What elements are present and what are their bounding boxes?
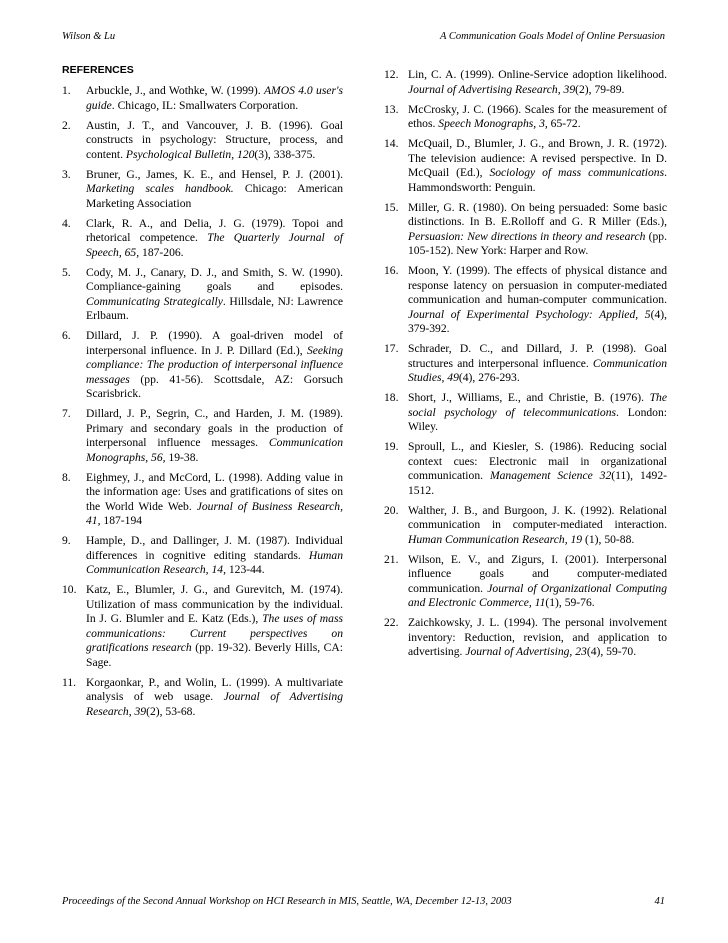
reference-text: (1), 59-76.: [545, 596, 595, 609]
reference-item: [384, 264, 667, 337]
reference-text: . London: Wiley.: [408, 405, 667, 433]
reference-source-title: Speech Monographs, 3,: [438, 117, 548, 130]
reference-source-title: Human Communication Research, 19: [408, 532, 583, 546]
reference-item: [62, 329, 343, 402]
reference-text: (pp. 41-56). Scottsdale, AZ: Gorsuch Scarisbrick.: [86, 372, 343, 400]
reference-text: Dillard, J. P. (1990). A goal-driven model of interpersonal influence. In J. P. Dillard (Ed.),: [86, 329, 343, 357]
reference-source-title: Psychological Bulletin, 120: [125, 147, 255, 161]
reference-number: 7.: [62, 407, 71, 420]
reference-number: 13.: [384, 102, 399, 116]
reference-text: Arbuckle, J., and Wothke, W. (1999).: [86, 84, 264, 97]
reference-source-title: Communication Studies, 49: [408, 356, 667, 384]
reference-source-title: The uses of mass communications: Current perspectives on gratifications research: [86, 612, 343, 654]
reference-item: [62, 119, 343, 163]
reference-item: [62, 266, 343, 324]
reference-text: Short, J., Williams, E., and Christie, B. (1976).: [408, 391, 650, 404]
reference-text: (2), 53-68.: [146, 704, 196, 718]
reference-text: (pp. 105-152). New York: Harper and Row.: [408, 229, 667, 257]
reference-text: (4), 276-293.: [458, 371, 520, 384]
reference-text: McCrosky, J. C. (1966). Scales for the measurement of ethos.: [408, 102, 667, 130]
reference-number: 17.: [384, 342, 399, 355]
reference-source-title: Human Communication Research, 14: [86, 548, 343, 576]
reference-number: 18.: [384, 391, 399, 404]
reference-item: [62, 471, 343, 529]
reference-source-title: Seeking compliance: The production of interpersonal influence messages: [86, 343, 343, 386]
reference-text: Sproull, L., and Kiesler, S. (1986). Reducing social context cues: Electronic mail in organizational communication.: [408, 440, 667, 482]
reference-number: 19.: [384, 440, 399, 453]
running-header-title: A Communication Goals Model of Online Persuasion: [440, 31, 665, 42]
reference-item: [62, 217, 343, 261]
reference-item: [62, 84, 343, 113]
reference-number: 1.: [62, 84, 71, 97]
references-column-left: [62, 84, 343, 725]
reference-number: 2.: [62, 118, 71, 132]
reference-number: 22.: [384, 616, 399, 629]
reference-item: [384, 103, 667, 132]
reference-item: [384, 553, 667, 611]
reference-source-title: AMOS 4.0 user's guide: [86, 84, 344, 112]
reference-item: [384, 616, 667, 660]
reference-source-title: Persuasion: New directions in theory and research: [408, 229, 646, 243]
reference-number: 3.: [62, 167, 71, 181]
reference-item: [62, 676, 343, 720]
reference-text: Korgaonkar, P., and Wolin, L. (1999). A multivariate analysis of web usage.: [86, 675, 343, 703]
reference-text: Eighmey, J., and McCord, L. (1998). Adding value in the information age: Uses and gratifications of sites on the World Wide Web.: [86, 470, 343, 513]
reference-text: Chicago: American Marketing Association: [86, 182, 343, 210]
running-header-authors: Wilson & Lu: [62, 31, 116, 42]
reference-text: Zaichkowsky, J. L. (1994). The personal involvement inventory: Reduction, revision, and application to advertising.: [408, 616, 667, 658]
reference-source-title: Communication Monographs, 56,: [86, 436, 343, 464]
reference-source-title: Sociology of mass communications: [489, 166, 665, 179]
reference-text: 187-206.: [139, 245, 184, 259]
reference-number: 4.: [62, 216, 71, 230]
reference-text: Katz, E., Blumler, J. G., and Gurevitch, M. (1974). Utilization of mass communication by the individual. In J. G. Blumler and E. Katz (Eds.),: [86, 583, 343, 625]
reference-text: Miller, G. R. (1980). On being persuaded: Some basic distinctions. In B. E.Rolloff and G. R Miller (Eds.),: [408, 200, 667, 228]
reference-text: Lin, C. A. (1999). Online-Service adoption likelihood.: [408, 68, 667, 81]
reference-source-title: Journal of Advertising, 23: [465, 645, 587, 658]
reference-text: Schrader, D. C., and Dillard, J. P. (1998). Goal structures and interpersonal influence.: [408, 342, 667, 370]
reference-text: (1), 50-88.: [582, 532, 635, 546]
footer-proceedings: Proceedings of the Second Annual Workshop on HCI Research in MIS, Seattle, WA, December 12-13, 2003: [62, 896, 512, 907]
reference-text: 65-72.: [547, 117, 581, 130]
reference-number: 21.: [384, 552, 399, 566]
reference-number: 9.: [62, 534, 71, 547]
reference-text: (11), 1492-1512.: [408, 469, 667, 497]
reference-source-title: Journal of Business Research, 41,: [86, 499, 343, 527]
reference-text: Walther, J. B., and Burgoon, J. K. (1992). Relational communication in computer-mediated interaction.: [408, 503, 667, 531]
reference-text: Cody, M. J., Canary, D. J., and Smith, S. W. (1990). Compliance-gaining goals and episodes.: [86, 265, 343, 293]
reference-item: [384, 440, 667, 498]
reference-item: [62, 407, 343, 465]
reference-text: Hample, D., and Dallinger, J. M. (1987). Individual differences in cognitive editing standards.: [86, 534, 343, 562]
reference-text: Clark, R. A., and Delia, J. G. (1979). Topoi and rhetorical competence.: [86, 216, 343, 244]
reference-number: 15.: [384, 200, 399, 214]
reference-text: . Hammondsworth: Penguin.: [408, 166, 667, 194]
reference-text: Austin, J. T., and Vancouver, J. B. (1996). Goal constructs in psychology: Structure, process, and content.: [86, 118, 343, 161]
reference-item: [384, 137, 667, 195]
reference-number: 5.: [62, 265, 71, 279]
reference-number: 14.: [384, 137, 399, 150]
reference-source-title: The social psychology of telecommunications: [408, 391, 667, 419]
reference-text: 19-38.: [165, 450, 199, 464]
reference-text: Bruner, G., James, K. E., and Hensel, P. J. (2001).: [86, 167, 343, 181]
reference-number: 6.: [62, 329, 71, 342]
reference-text: (pp. 19-32). Beverly Hills, CA: Sage.: [86, 641, 343, 669]
reference-item: [384, 504, 667, 548]
reference-source-title: Marketing scales handbook.: [86, 182, 234, 195]
references-heading: REFERENCES: [62, 64, 134, 76]
references-column-right: [384, 68, 667, 665]
reference-text: . Chicago, IL: Smallwaters Corporation.: [111, 98, 299, 112]
reference-item: [384, 391, 667, 435]
reference-item: [384, 342, 667, 386]
reference-number: 8.: [62, 470, 71, 484]
reference-number: 20.: [384, 503, 399, 517]
reference-text: , 123-44.: [223, 563, 265, 576]
reference-number: 10.: [62, 583, 77, 596]
reference-source-title: Management Science 32: [489, 469, 612, 482]
reference-source-title: Journal of Organizational Computing and Electronic Commerce, 11: [408, 581, 668, 609]
reference-number: 16.: [384, 264, 399, 277]
reference-text: (4), 59-70.: [586, 645, 637, 658]
reference-text: McQuail, D., Blumler, J. G., and Brown, J. R. (1972). The television audience: A revised perspective. In D. McQuail (Ed.),: [408, 137, 667, 179]
reference-number: 12.: [384, 68, 399, 81]
reference-text: (4), 379-392.: [408, 307, 667, 335]
reference-text: Wilson, E. V., and Zigurs, I. (2001). Interpersonal influence goals and computer-mediated communication.: [408, 552, 667, 595]
reference-number: 11.: [62, 675, 77, 689]
reference-item: [62, 583, 343, 670]
reference-text: Moon, Y. (1999). The effects of physical distance and response latency on persuasion in computer-mediated communication and human-computer communication.: [408, 264, 667, 306]
reference-item: [384, 68, 667, 97]
reference-item: [62, 534, 343, 578]
reference-source-title: Journal of Advertising Research, 39: [408, 82, 576, 96]
reference-source-title: Communicating Strategically: [86, 294, 223, 308]
reference-source-title: The Quarterly Journal of Speech, 65,: [86, 231, 343, 259]
reference-text: (3), 338-375.: [254, 147, 316, 161]
reference-source-title: Journal of Advertising Research, 39: [86, 690, 343, 718]
page-number: 41: [654, 896, 665, 907]
reference-source-title: Journal of Experimental Psychology: Applied, 5: [408, 307, 651, 321]
reference-item: [384, 201, 667, 259]
reference-text: Dillard, J. P., Segrin, C., and Harden, J. M. (1989). Primary and secondary goals in the production of interpersonal influence messages.: [86, 407, 343, 449]
reference-text: 187-194: [100, 514, 143, 527]
reference-text: (2), 79-89.: [575, 82, 625, 96]
reference-text: . Hillsdale, NJ: Lawrence Erlbaum.: [86, 294, 343, 322]
reference-item: [62, 168, 343, 212]
